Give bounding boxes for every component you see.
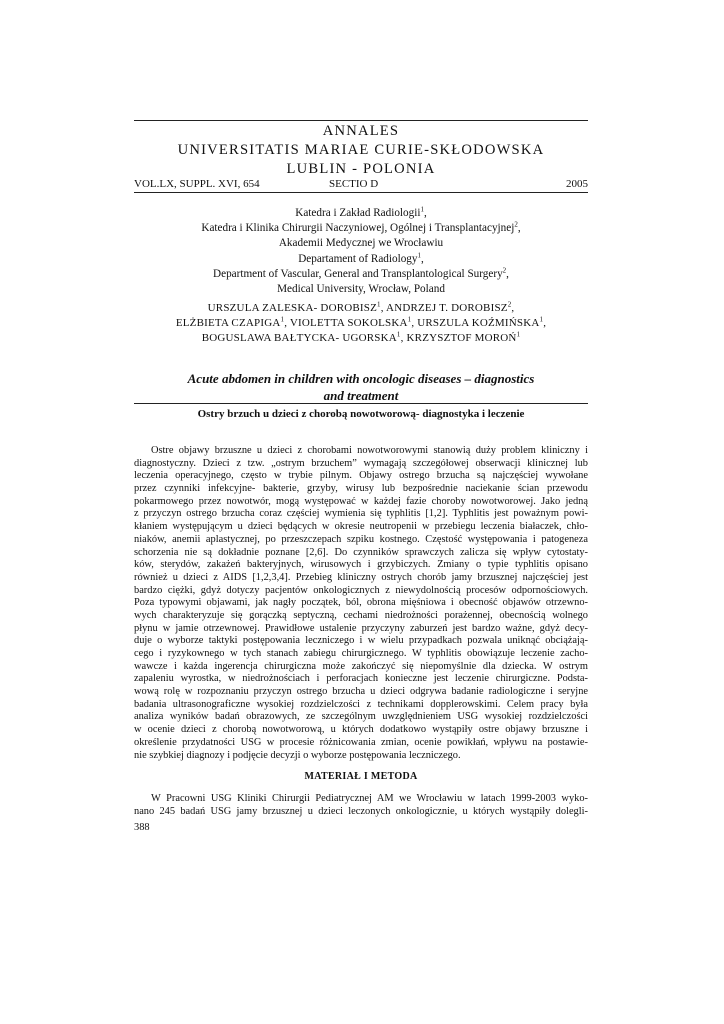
journal-name-line-2: UNIVERSITATIS MARIAE CURIE-SKŁODOWSKA — [177, 142, 545, 158]
text-line: schorzenia nie są dokładnie poznane [2,6]. Do czynników sprawczych zalicza się wpływ cytostaty- — [134, 546, 588, 558]
title-line-1: Acute abdomen in children with oncologic diseases – diagnostics — [187, 371, 535, 386]
author-line-1: URSZULA ZALESKA- DOROBISZ$^1$, ANDRZEJ T. DOROBISZ$^2$, — [207, 300, 515, 314]
header-bottom-rule — [134, 192, 588, 193]
affiliation-line: Medical University, Wrocław, Poland — [277, 283, 445, 296]
author-name: VIOLETTA SOKOLSKA — [289, 317, 408, 330]
text-line: wową rolę w rozpoznaniu przyczyn ostrego brzucha u dzieci odgrywa badanie radiologiczne i seryjne — [134, 686, 588, 698]
volume-row — [134, 178, 588, 192]
text-line: analiza wyników badań obrazowych, ze szczególnym uwzględnieniem USG wysokiej rozdzielczości — [134, 711, 588, 723]
author-line-2: ELŻBIETA CZAPIGA$^1$, VIOLETTA SOKOLSKA$^1$, URSZULA KOŹMIŃSKA$^1$, — [175, 315, 547, 330]
title-line-2: and treatment — [323, 388, 399, 403]
text-line: kłaniem występującym u dzieci będących w okresie neutropenii w przebiegu leczenia białaczek, chło- — [134, 521, 588, 533]
text-line: duje o wyborze taktyki postępowania leczniczego i w wielu przypadkach pozwala uniknąć obciążają- — [134, 635, 588, 647]
author-name: ANDRZEJ T. DOROBISZ — [386, 302, 508, 314]
author-name: ELŻBIETA CZAPIGA — [175, 317, 281, 330]
abstract-paragraph — [134, 445, 588, 762]
text-line: płynu w jamie otrzewnowej. Prawidłowe ustalenie przyczyny zaburzeń jest bardzo ważne, gdyż decy- — [134, 622, 588, 634]
text-line: nie szybkiej diagnozy i podjęcie decyzji o wyborze postępowania leczniczego. — [134, 749, 461, 761]
page-number: 388 — [134, 822, 150, 833]
journal-name — [134, 122, 588, 179]
text-line: niaków, anemii aplastycznej, po przeszczepach szpiku kostnego. Częstość występowania i patogeneza — [134, 533, 588, 545]
journal-name-line-1: ANNALES — [322, 123, 400, 139]
journal-name-line-3: LUBLIN - POLONIA — [286, 161, 436, 177]
affiliation-line: Departament of Radiology$^1$, — [298, 250, 424, 265]
text-line: wawcze i każda ingerencja chirurgiczna może zakończyć się niepomyślnie dla dziecka. W ostrym — [134, 660, 588, 672]
author-name: KRZYSZTOF MOROŃ — [406, 332, 517, 345]
section-info: SECTIO D — [329, 178, 379, 190]
article-title-english — [134, 370, 588, 404]
header-top-rule — [134, 120, 588, 121]
author-line-3: BOGUSLAWA BAŁTYCKA- UGORSKA$^1$, KRZYSZTOF MOROŃ$^1$ — [201, 330, 521, 345]
text-line: również u dzieci z AIDS [1,2,3,4]. Przebieg kliniczny ostrych chorób jamy brzusznej najczęściej jest — [134, 571, 588, 583]
affiliations — [134, 206, 588, 297]
affiliation-line: Department of Vascular, General and Transplantological Surgery$^2$, — [213, 266, 509, 280]
author-name: URSZULA KOŹMIŃSKA — [417, 317, 540, 330]
text-line: określenie przydatności USG w procesie różnicowania zmian, ocenie powikłań, wpływu na postawie- — [134, 736, 588, 748]
text-line: leczenia operacyjnego, często w trybie pilnym. Objawy ostrego brzucha są najczęściej wywołane — [134, 470, 588, 482]
text-line: z przyczyn ostrego brzucha coraz częściej wymienia się typhlitis [1,2]. Typhlitis jest poważnym powi- — [134, 508, 588, 520]
text-line: diagnostyczny. Dzieci z tzw. „ostrym brzuchem” wymagają szczegółowej obserwacji klinicznej lub — [134, 457, 588, 469]
text-line: Poza typowymi objawami, jak nagły początek, ból, obrona mięśniowa i obecność objawów otrzewno- — [134, 597, 588, 609]
text-line: ków, sterydów, zakażeń bakteryjnych, wirusowych i grzybiczych. Zmiany o typie typhlitis opisano — [134, 559, 588, 571]
author-list — [134, 301, 588, 347]
text-line: przez czynniki infekcyjne- bakterie, grzyby, wirusy lub bezpośrednie naciekanie ścian przewodu — [134, 483, 588, 495]
year-info: 2005 — [566, 178, 588, 190]
text-line: nano 245 badań USG jamy brzusznej u dzieci leczonych onkologicznie, u których wystąpiły dolegli- — [134, 805, 588, 817]
text-line: Ostre objawy brzuszne u dzieci z chorobami nowotworowymi stanowią duży problem kliniczny i — [151, 445, 588, 456]
text-line: w ocenie dzieci z chorobą nowotworową, u których dodatkowo wystąpiły ostre objawy brzuszne i — [134, 724, 588, 736]
title-rule — [134, 403, 588, 404]
text-line: bardzo ciężki, gdyż dotyczy pacjentów onkologicznych z niewydolnością procesów odpornościowych. — [134, 584, 588, 596]
affiliation-line: Akademii Medycznej we Wrocławiu — [278, 237, 444, 250]
methods-paragraph — [134, 793, 588, 818]
affiliation-line: Katedra i Zakład Radiologii$^1$, — [295, 205, 427, 219]
article-title-polish: Ostry brzuch u dzieci z chorobą nowotworową- diagnostyka i leczenie — [197, 408, 525, 420]
author-name: BOGUSLAWA BAŁTYCKA- UGORSKA — [201, 332, 397, 345]
text-line: wych charakteryzuje się gorączką septyczną, cechami niedrożności porażennej, obecnością wolnego — [134, 609, 588, 621]
volume-info: VOL.LX, SUPPL. XVI, 654 — [134, 178, 260, 190]
section-heading-methods: MATERIAŁ I METODA — [304, 771, 418, 782]
author-name: URSZULA ZALESKA- DOROBISZ — [207, 302, 378, 314]
text-line: badania ultrasonograficzne wysokiej rozdzielczości z technikami dopplerowskimi. Celem pracy była — [134, 698, 588, 710]
text-line: zapaleniu wyrostka, w niedrożnościach i perforacjach konieczne jest leczenie chirurgiczne. Podsta- — [134, 673, 588, 685]
text-line: pokarmowego przez nowotwór, mogą występować w każdej fazie choroby nowotworowej. Jako jedną — [134, 495, 588, 507]
affiliation-line: Katedra i Klinika Chirurgii Naczyniowej, Ogólnej i Transplantacyjnej$^2$, — [201, 220, 521, 235]
text-line: W Pracowni USG Kliniki Chirurgii Pediatrycznej AM we Wrocławiu w latach 1999-2003 wyko- — [151, 793, 588, 804]
text-line: cego i ryzykownego w tych stanach zabiegu chirurgicznego. W typhlitis obowiązuje leczenie zacho- — [134, 648, 588, 659]
